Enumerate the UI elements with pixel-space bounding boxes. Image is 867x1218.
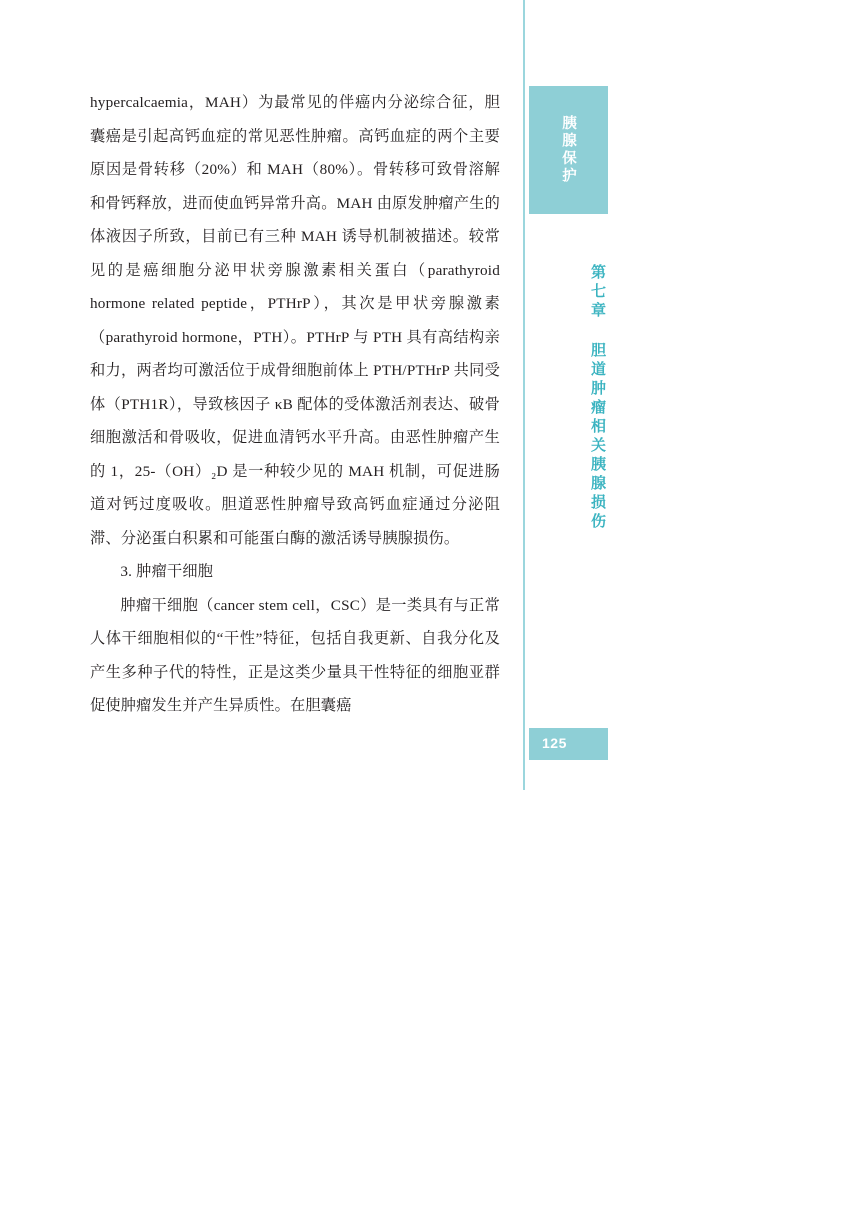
paragraph-3: 肿瘤干细胞（cancer stem cell，CSC）是一类具有与正常人体干细胞相似的“干性”特征，包括自我更新、自我分化及产生多种子代的特性，正是这类少量具干性特征的细胞亚群促使肿瘤发生并产生异质性。在胆囊癌 <box>90 596 500 714</box>
paragraph-1: hypercalcaemia，MAH）为最常见的伴癌内分泌综合征，胆囊癌是引起高钙血症的常见恶性肿瘤。高钙血症的两个主要原因是骨转移（20%）和 MAH（80%）。骨转移可致骨溶解和骨钙释放，进而使血钙异常升高。MAH 由原发肿瘤产生的体液因子所致，目前已有三种 MAH 诱导机制被描述。较常见的是癌细胞分泌甲状旁腺激素相关蛋白（parathyroid hormone related peptide，PTHrP），其次是甲状旁腺激素（parathyroid hormone，PTH）。PTHrP 与 PTH 具有高结构亲和力，两者均可激活位于成骨细胞前体上 PTH/PTHrP 共同受体（PTH1R），导致核因子 κB 配体的受体激活剂表达、破骨细胞激活和骨吸收，促进血清钙水平升高。由恶性肿瘤产生的 1，25-（OH）₂D 是一种较少见的 MAH 机制，可促进肠道对钙过度吸收。胆道恶性肿瘤导致高钙血症通过分泌阻滞、分泌蛋白积累和可能蛋白酶的激活诱导胰腺损伤。 <box>90 94 500 547</box>
body-text-column <box>90 86 500 723</box>
sidebar-tab-label: 胰腺保护 <box>560 115 576 185</box>
column-divider <box>523 0 525 790</box>
sidebar-tab <box>529 86 608 214</box>
page-number-block <box>529 728 608 760</box>
page-number: 125 <box>542 735 567 751</box>
chapter-title: 第七章 胆道肿瘤相关胰腺损伤 <box>589 264 606 532</box>
paragraph-2-heading: 3. 肿瘤干细胞 <box>120 563 214 580</box>
